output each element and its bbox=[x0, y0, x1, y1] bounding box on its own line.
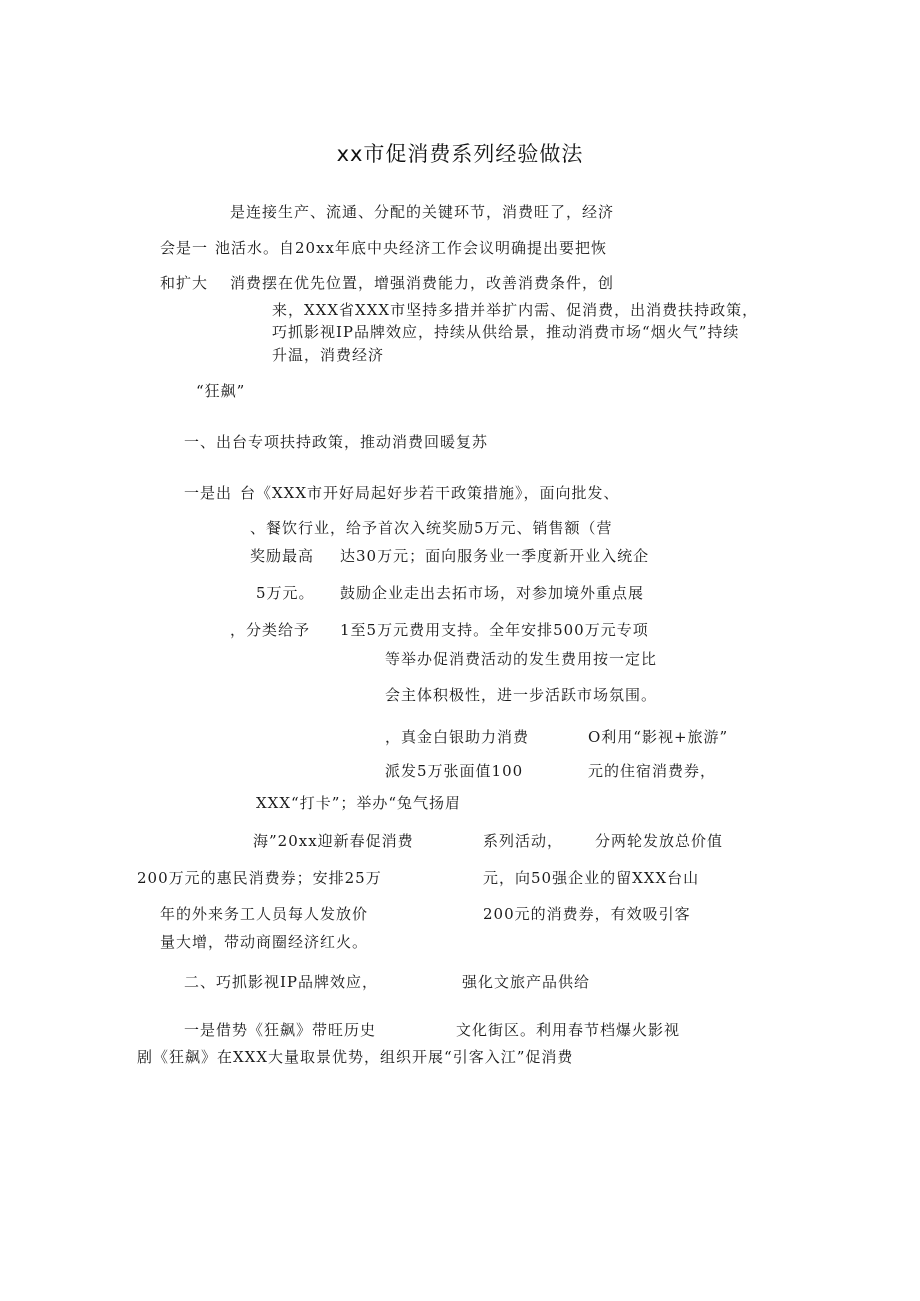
text-line: 台《XXX市开好局起好步若干政策措施》，面向批发、 bbox=[240, 484, 620, 502]
text-line: “狂飙” bbox=[196, 382, 246, 400]
text-line: 200元的消费券，有效吸引客 bbox=[483, 905, 691, 923]
text-line: 文化街区。利用春节档爆火影视 bbox=[456, 1021, 681, 1039]
text-line: 鼓励企业走出去拓市场，对参加境外重点展 bbox=[340, 584, 645, 602]
text-line: 量大增，带动商圈经济红火。 bbox=[160, 933, 369, 951]
text-line: 1至5万元费用支持。全年安排500万元专项 bbox=[340, 621, 649, 639]
text-line: 池活水。自20xx年底中央经济工作会议明确提出要把恢 bbox=[215, 239, 608, 257]
text-line: XXX“打卡”；举办“兔气扬眉 bbox=[256, 794, 462, 812]
text-line: 会是一 bbox=[160, 239, 209, 257]
text-line: 派发5万张面值100 bbox=[385, 762, 524, 780]
text-line: 海”20xx迎新春促消费 bbox=[253, 832, 414, 850]
text-line: ，真金白银助力消费 bbox=[385, 728, 530, 746]
section-heading: 强化文旅产品供给 bbox=[462, 973, 591, 991]
text-line: 一是出 bbox=[184, 484, 233, 502]
text-line: 会主体积极性，进一步活跃市场氛围。 bbox=[385, 686, 658, 704]
text-line: 一是借势《狂飙》带旺历史 bbox=[184, 1021, 377, 1039]
text-line: 元，向50强企业的留XXX台山 bbox=[483, 869, 700, 887]
section-heading: 二、巧抓影视IP品牌效应， bbox=[184, 973, 379, 991]
text-line: ，分类给予 bbox=[230, 621, 311, 639]
text-line: 年的外来务工人员每人发放价 bbox=[160, 905, 369, 923]
text-line: 、餐饮行业，给予首次入统奖励5万元、销售额（营 bbox=[250, 519, 613, 537]
text-line: 和扩大 bbox=[160, 274, 209, 292]
text-line: 来，XXX省XXX市坚持多措并举扩内需、促消费，出消费扶持政策， bbox=[272, 301, 759, 319]
text-line: 分两轮发放总价值 bbox=[595, 832, 724, 850]
text-line: 200万元的惠民消费券；安排25万 bbox=[137, 869, 382, 887]
text-line: 5万元。 bbox=[256, 584, 315, 602]
section-heading: 一、出台专项扶持政策，推动消费回暖复苏 bbox=[184, 433, 489, 451]
text-line: 升温，消费经济 bbox=[272, 346, 385, 364]
text-line: 消费摆在优先位置，增强消费能力，改善消费条件，创 bbox=[230, 274, 615, 292]
document-title: xx市促消费系列经验做法 bbox=[336, 142, 584, 166]
text-line: 奖励最高 bbox=[250, 547, 315, 565]
text-line: 巧抓影视IP品牌效应，持续从供给景，推动消费市场“烟火气”持续 bbox=[272, 323, 740, 341]
text-line: 等举办促消费活动的发生费用按一定比 bbox=[385, 650, 658, 668]
text-line: 系列活动， bbox=[483, 832, 564, 850]
text-line: 是连接生产、流通、分配的关键环节，消费旺了，经济 bbox=[230, 203, 615, 221]
text-line: 达30万元；面向服务业一季度新开业入统企 bbox=[340, 547, 650, 565]
text-line: 剧《狂飙》在XXX大量取景优势，组织开展“引客入江”促消费 bbox=[137, 1048, 574, 1066]
text-line: 元的住宿消费券， bbox=[588, 762, 717, 780]
text-line: O利用“影视+旅游” bbox=[588, 728, 729, 746]
